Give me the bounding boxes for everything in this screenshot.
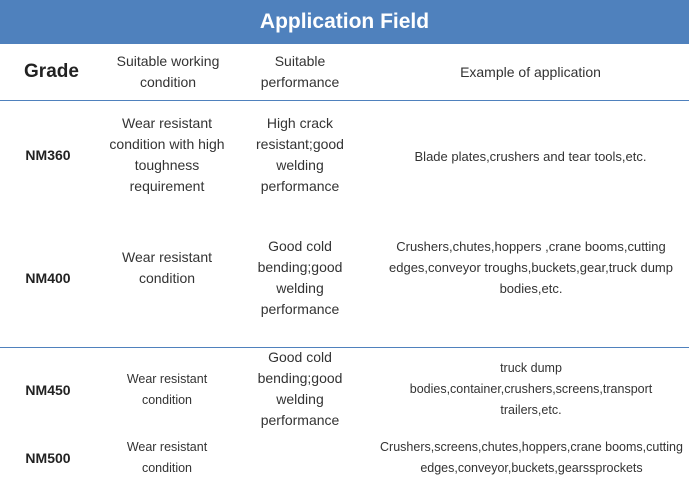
header-example: Example of application — [460, 63, 601, 80]
performance-nm360: High crack resistant;good welding performance — [256, 115, 344, 194]
example-nm450: truck dump bodies,container,crushers,screens,transport trailers,etc. — [409, 360, 653, 417]
performance-nm500 — [236, 436, 364, 480]
performance-nm450: Good cold bending;good welding performance — [257, 349, 343, 428]
condition-nm500: Wear resistant condition — [126, 440, 208, 475]
column-divider — [366, 44, 367, 100]
column-divider — [103, 44, 104, 100]
condition-nm400: Wear resistant condition — [122, 249, 212, 286]
header-divider-line — [0, 100, 689, 101]
header-performance: Suitable performance — [260, 53, 340, 90]
header-condition: Suitable working condition — [116, 53, 220, 90]
grade-nm360: NM360 — [25, 147, 71, 163]
grade-nm450: NM450 — [25, 382, 71, 398]
grade-nm400: NM400 — [25, 270, 71, 286]
performance-nm400: Good cold bending;good welding performance — [257, 238, 343, 317]
column-divider — [233, 44, 234, 100]
example-nm500: Crushers,screens,chutes,hoppers,crane booms,cutting edges,conveyor,buckets,gearssprockets — [380, 440, 683, 475]
condition-nm450: Wear resistant condition — [126, 372, 208, 407]
header-grade: Grade — [24, 61, 79, 82]
table-title: Application Field — [0, 0, 689, 44]
example-nm360: Blade plates,crushers and tear tools,etc. — [414, 148, 647, 164]
condition-nm360: Wear resistant condition with high toughness requirement — [109, 115, 225, 194]
example-nm400: Crushers,chutes,hoppers ,crane booms,cutting edges,conveyor troughs,buckets,gear,truck dump bodies,etc. — [389, 238, 673, 296]
grade-nm500: NM500 — [25, 450, 71, 466]
